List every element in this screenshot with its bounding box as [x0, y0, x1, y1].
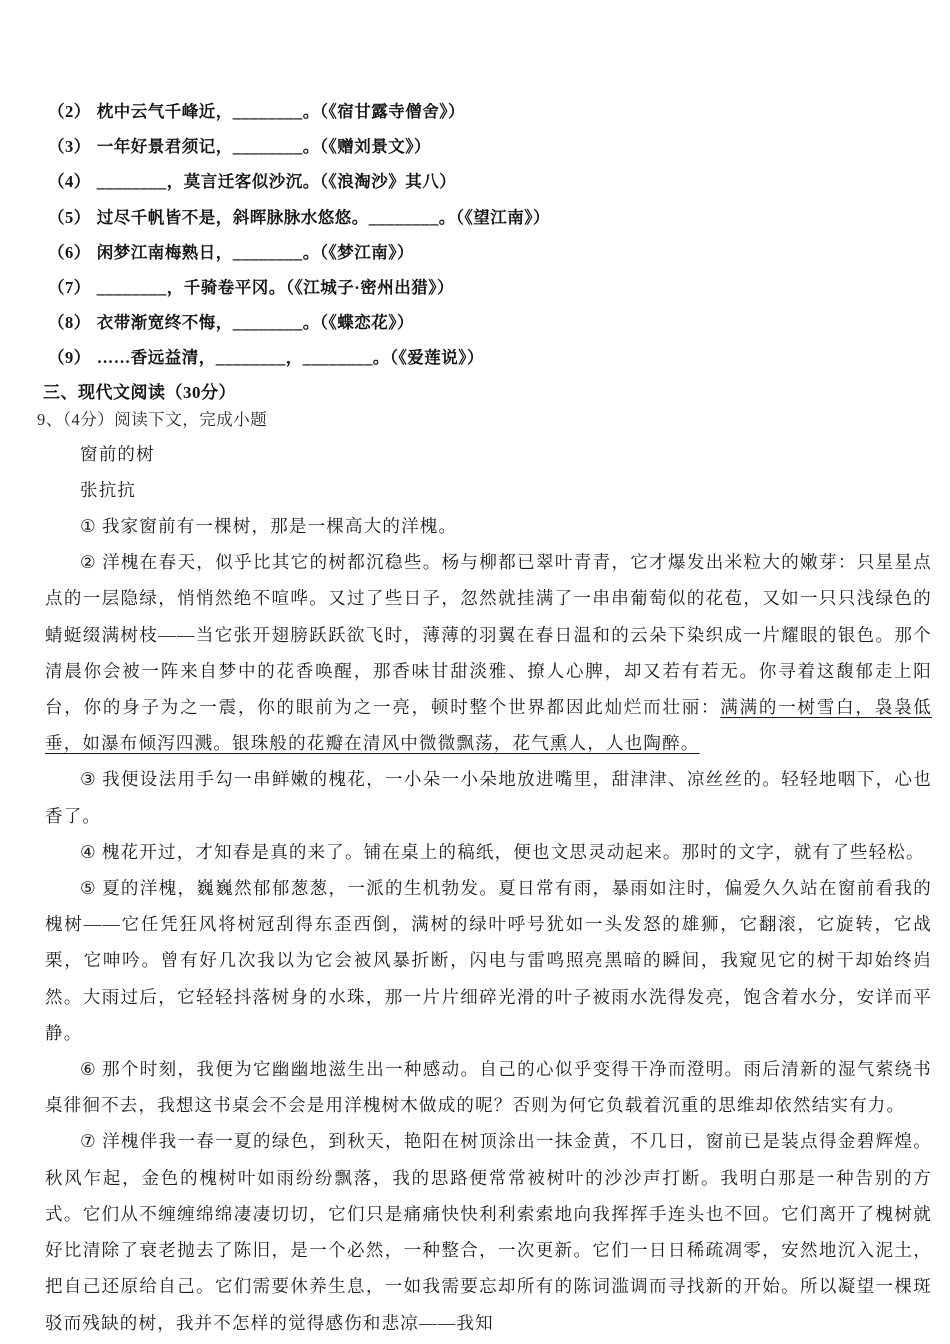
- fill-in-blank-section: [48, 94, 920, 376]
- fill-item-number: （9）: [48, 348, 91, 368]
- fill-item-number: （6）: [48, 242, 91, 262]
- fill-item-7: [48, 270, 920, 305]
- fill-item-text: 枕中云气千峰近，________。（《宿甘露寺僧舍》）: [96, 102, 465, 121]
- passage-paragraph-2: [45, 544, 932, 761]
- paragraph-text: 洋槐伴我一春一夏的绿色，到秋天，艳阳在树顶涂出一抹金黄，不几日，窗前已是装点得金碧辉煌。秋风乍起，金色的槐树叶如雨纷纷飘落，我的思路便常常被树叶的沙沙声打断。我明白那是一种告别的方式。它们从不缠缠绵绵凄凄切切，它们只是痛痛快快利利索索地向我挥挥手连头也不回。它们离开了槐树就好比清除了衰老抛去了陈旧，是一个必然，一种整合，一次更新。它们一日日稀疏凋零，安然地沉入泥土，把自己还原给自己。它们需要休养生息，一如我需要忘却所有的陈词滥调而寻找新的开始。所以凝望一棵斑驳而残缺的树，我并不怎样的觉得感伤和悲凉——我知: [45, 1131, 933, 1333]
- fill-item-number: （3）: [48, 137, 91, 157]
- fill-item-text: ________，千骑卷平冈。（《江城子·密州出猎》）: [96, 278, 455, 298]
- fill-item-text: ________，莫言迁客似沙沉。（《浪淘沙》其八）: [96, 172, 457, 192]
- passage-paragraph-3: [45, 761, 932, 833]
- fill-item-text: 过尽千帆皆不是，斜晖脉脉水悠悠。________。（《望江南》）: [96, 207, 550, 227]
- paragraph-text: 槐花开过，才知春是真的来了。铺在桌上的稿纸，便也文思灵动起来。那时的文字，就有了些轻松。: [101, 841, 925, 862]
- underlined-sentence: 满满的一树雪白，袅袅低垂，如瀑布倾泻四溅。银珠般的花瓣在清风中微微飘荡，花气熏人，人也陶醉。: [45, 697, 932, 754]
- fill-item-text: 衣带渐宽终不悔，________。（《蝶恋花》）: [96, 313, 414, 333]
- fill-item-text: 一年好景君须记，________。（《赠刘景文》）: [96, 137, 431, 157]
- passage-paragraph-7: [45, 1123, 932, 1340]
- fill-item-number: （7）: [48, 278, 91, 298]
- section-heading: 三、现代文阅读（30分）: [43, 382, 236, 402]
- fill-item-5: [48, 200, 920, 235]
- fill-item-3: [48, 129, 920, 164]
- fill-item-text: ……香远益清，________，________。（《爱莲说》）: [96, 348, 484, 368]
- fill-item-text: 闲梦江南梅熟日，________。（《梦江南》）: [96, 242, 414, 262]
- paragraph-number: ③: [80, 769, 98, 790]
- fill-item-2: [48, 94, 920, 129]
- passage-paragraph-1: [45, 508, 932, 544]
- fill-item-number: （5）: [48, 207, 91, 227]
- passage-paragraph-6: [45, 1051, 932, 1123]
- passage-author: 张抗抗: [80, 479, 137, 500]
- fill-item-number: （2）: [48, 102, 91, 121]
- fill-item-9: [48, 340, 920, 375]
- paragraph-number: ②: [80, 552, 98, 573]
- paragraph-text: 夏的洋槐，巍巍然郁郁葱葱，一派的生机勃发。夏日常有雨，暴雨如注时，偏爱久久站在窗前看我的槐树——它任凭狂风将树冠刮得东歪西倒，满树的绿叶呼号犹如一头发怒的雄狮，它翻滚，它旋转，它战栗，它呻吟。曾有好几次我以为它会被风暴折断，闪电与雷鸣照亮黑暗的瞬间，我窥见它的树干却始终岿然。大雨过后，它轻轻抖落树身的水珠，那一片片细碎光滑的叶子被雨水洗得发亮，饱含着水分，安详而平静。: [45, 878, 933, 1043]
- fill-item-number: （8）: [48, 313, 91, 333]
- paragraph-text: 我便设法用手勾一串鲜嫩的槐花，一小朵一小朵地放进嘴里，甜津津、凉丝丝的。轻轻地咽下，心也香了。: [45, 769, 933, 826]
- fill-item-8: [48, 305, 920, 340]
- fill-item-4: [48, 164, 920, 199]
- paragraph-number: ⑤: [80, 878, 98, 899]
- paragraph-text: 我家窗前有一棵树，那是一棵高大的洋槐。: [101, 516, 458, 537]
- fill-item-6: [48, 235, 920, 270]
- paragraph-text: 那个时刻，我便为它幽幽地滋生出一种感动。自己的心似乎变得干净而澄明。雨后清新的湿气萦绕书桌徘徊不去，我想这书桌会不会是用洋槐树木做成的呢？否则为何它负载着沉重的思维却依然结实有力。: [45, 1059, 933, 1116]
- question-intro: 9、（4分）阅读下文，完成小题: [37, 409, 268, 429]
- paragraph-number: ⑦: [80, 1131, 98, 1152]
- fill-item-number: （4）: [48, 172, 91, 192]
- passage-title: 窗前的树: [80, 443, 155, 464]
- passage-paragraph-4: [45, 834, 932, 870]
- paragraph-number: ④: [80, 841, 97, 862]
- reading-passage: [45, 436, 932, 1341]
- paragraph-number: ⑥: [80, 1059, 98, 1080]
- passage-paragraph-5: [45, 870, 932, 1051]
- paragraph-number: ①: [80, 516, 97, 537]
- paragraph-text: 洋槐在春天，似乎比其它的树都沉稳些。杨与柳都已翠叶青青，它才爆发出米粒大的嫩芽：只星星点点的一层隐绿，悄悄然绝不喧哗。又过了些日子，忽然就挂满了一串串葡萄似的花苞，又如一只只浅绿色的蜻蜓缀满树枝——当它张开翅膀跃跃欲飞时，薄薄的羽翼在春日温和的云朵下染织成一片耀眼的银色。那个清晨你会被一阵来自梦中的花香唤醒，那香味甘甜淡雅、撩人心脾，却又若有若无。你寻着这馥郁走上阳台，你的身子为之一震，你的眼前为之一亮，顿时整个世界都因此灿烂而壮丽：: [45, 552, 933, 718]
